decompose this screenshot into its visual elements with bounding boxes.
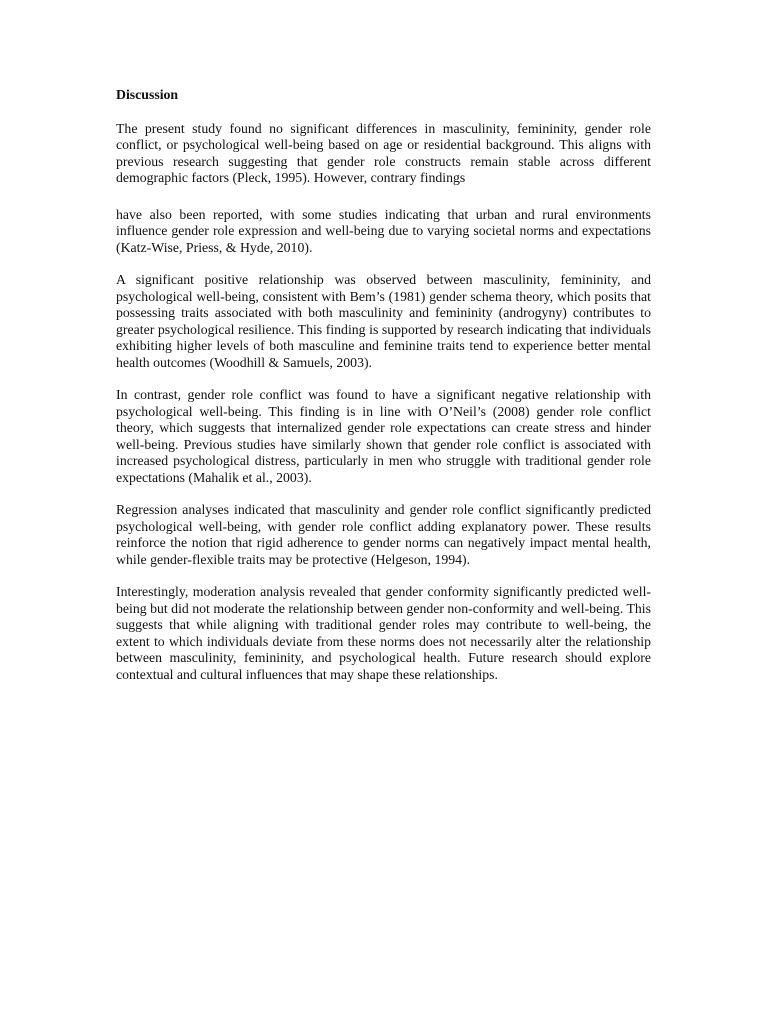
paragraph-1: The present study found no significant differences in masculinity, femininity, gender role conflict, or psychological well-being based on age or residential background. This aligns with previous research suggesting that gender role constructs remain stable across different demographic factors (Pleck, 1995). However, contrary findings [116,120,651,185]
paragraph-4: In contrast, gender role conflict was found to have a significant negative relationship with psychological well-being. This finding is in line with O’Neil’s (2008) gender role conflict theory, which suggests that internalized gender role expectations can create stress and hinder well-being. Previous studies have similarly shown that gender role conflict is associated with increased psychological distress, particularly in men who struggle with traditional gender role expectations (Mahalik et al., 2003). [116,387,651,485]
section-heading: Discussion [116,87,179,102]
paragraph-5: Regression analyses indicated that masculinity and gender role conflict significantly predicted psychological well-being, with gender role conflict adding explanatory power. These results reinforce the notion that rigid adherence to gender norms can negatively impact mental health, while gender-flexible traits may be protective (Helgeson, 1994). [116,502,651,567]
paragraph-3: A significant positive relationship was observed between masculinity, femininity, and psychological well-being, consistent with Bem’s (1981) gender schema theory, which posits that possessing traits associated with both masculinity and femininity (androgyny) contributes to greater psychological resilience. This finding is supported by research indicating that individuals exhibiting higher levels of both masculine and feminine traits tend to experience better mental health outcomes (Woodhill & Samuels, 2003). [116,272,651,370]
paragraph-6: Interestingly, moderation analysis revealed that gender conformity significantly predicted well-being but did not moderate the relationship between gender non-conformity and well-being. This suggests that while aligning with traditional gender roles may contribute to well-being, the extent to which individuals deviate from these norms does not necessarily alter the relationship between masculinity, femininity, and psychological health. Future research should explore contextual and cultural influences that may shape these relationships. [116,584,651,682]
document-body [116,87,651,699]
paragraph-2: have also been reported, with some studies indicating that urban and rural environments influence gender role expression and well-being due to varying societal norms and expectations (Katz-Wise, Priess, & Hyde, 2010). [116,206,651,255]
